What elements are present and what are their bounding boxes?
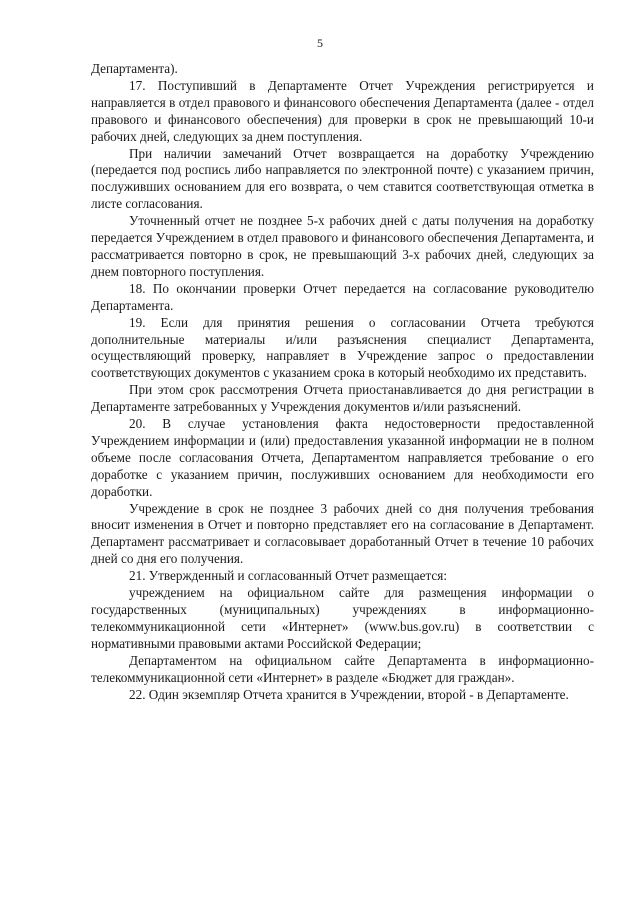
paragraph: учреждением на официальном сайте для размещения информации о государственных (муниципальных) учреждениях в информационно-телекоммуникационной сети «Интернет» (www.bus.gov.ru) в соответствии с нормативными правовыми актами Российской Федерации; <box>91 585 594 651</box>
paragraph: При наличии замечаний Отчет возвращается на доработку Учреждению (передается под роспись либо направляется по электронной почте) с указанием причин, послуживших основанием для его возврата, о чем ставится соответствующая отметка в листе согласования. <box>91 145 594 212</box>
paragraph: Департаментом на официальном сайте Департамента в информационно-телекоммуникационной сети «Интернет» в разделе «Бюджет для граждан». <box>91 652 594 685</box>
paragraph: Учреждение в срок не позднее 3 рабочих дней со дня получения требования вносит изменения в Отчет и повторно представляет его на согласование в Департамент. Департамент рассматривает и согласовывает доработанный Отчет в течение 10 рабочих дней со дня его получения. <box>91 500 594 567</box>
paragraph: 19. Если для принятия решения о согласовании Отчета требуются дополнительные материалы и/или разъяснения специалист Департамента, осуществляющий проверку, направляет в Учреждение запрос о предоставлении соответствующих документов с указанием срока в который необходимо их представить. <box>91 314 594 381</box>
paragraph: 17. Поступивший в Департаменте Отчет Учреждения регистрируется и направляется в отдел правового и финансового обеспечения Департамента (далее - отдел правового и финансового обеспечения) для проверки в срок не превышающий 10-и рабочих дней, следующих за днем поступления. <box>91 77 594 144</box>
paragraph: 22. Один экземпляр Отчета хранится в Учреждении, второй - в Департаменте. <box>129 686 569 702</box>
paragraph: 21. Утвержденный и согласованный Отчет размещается: <box>129 568 448 584</box>
document-body <box>91 61 594 703</box>
paragraph: При этом срок рассмотрения Отчета приостанавливается до дня регистрации в Департаменте затребованных у Учреждения документов и/или разъяснений. <box>91 382 594 415</box>
paragraph: Уточненный отчет не позднее 5-х рабочих дней с даты получения на доработку передается Учреждением в отдел правового и финансового обеспечения Департамента, и рассматривается повторно в срок, не превышающий 3-х рабочих дней, следующих за днем повторного поступления. <box>91 213 594 279</box>
paragraph: 20. В случае установления факта недостоверности предоставленной Учреждением информации и (или) предоставления указанной информации не в полном объеме после согласования Отчета, Департаментом направляется требование о его доработке с указанием причин, послуживших основанием для необходимости его доработки. <box>91 416 594 499</box>
paragraph: Департамента). <box>91 61 178 76</box>
page-number: 5 <box>317 36 323 50</box>
paragraph: 18. По окончании проверки Отчет передается на согласование руководителю Департамента. <box>91 280 594 313</box>
